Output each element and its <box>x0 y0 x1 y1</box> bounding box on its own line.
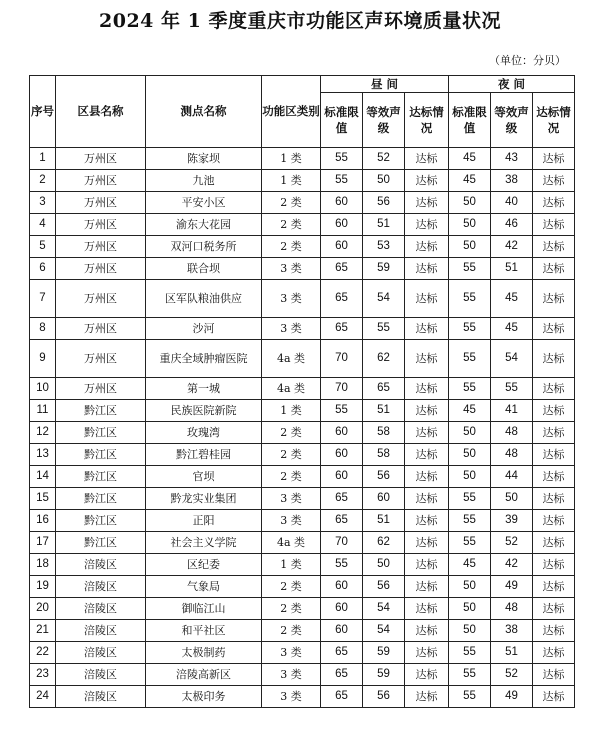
cell-night-std: 55 <box>449 258 491 280</box>
cell-seq: 20 <box>30 598 56 620</box>
cell-night-std: 50 <box>449 466 491 488</box>
cell-night-level: 48 <box>491 598 533 620</box>
cell-day-level: 58 <box>363 422 405 444</box>
cell-day-level: 51 <box>363 400 405 422</box>
table-row <box>30 340 575 378</box>
cell-day-level: 56 <box>363 686 405 708</box>
cell-site: 双河口税务所 <box>146 236 262 258</box>
cell-day-status: 达标 <box>405 598 449 620</box>
cell-night-std: 55 <box>449 340 491 378</box>
cell-day-std: 55 <box>321 400 363 422</box>
table-row <box>30 422 575 444</box>
cell-district: 黔江区 <box>56 510 146 532</box>
cell-seq: 22 <box>30 642 56 664</box>
cell-site: 第一城 <box>146 378 262 400</box>
cell-night-level: 40 <box>491 192 533 214</box>
header-zone-type: 功能区类别 <box>262 76 321 148</box>
cell-day-level: 52 <box>363 148 405 170</box>
cell-seq: 6 <box>30 258 56 280</box>
cell-night-std: 55 <box>449 378 491 400</box>
cell-site: 沙河 <box>146 318 262 340</box>
cell-day-status: 达标 <box>405 642 449 664</box>
cell-day-level: 51 <box>363 510 405 532</box>
cell-day-std: 60 <box>321 444 363 466</box>
cell-day-level: 50 <box>363 170 405 192</box>
cell-night-level: 55 <box>491 378 533 400</box>
cell-night-std: 55 <box>449 280 491 318</box>
cell-night-level: 50 <box>491 488 533 510</box>
cell-zone-type: 2 类 <box>262 466 321 488</box>
cell-day-level: 60 <box>363 488 405 510</box>
cell-night-status: 达标 <box>533 318 575 340</box>
cell-night-std: 45 <box>449 170 491 192</box>
cell-zone-type: 2 类 <box>262 192 321 214</box>
cell-night-level: 41 <box>491 400 533 422</box>
cell-night-std: 55 <box>449 488 491 510</box>
cell-zone-type: 3 类 <box>262 318 321 340</box>
cell-night-status: 达标 <box>533 554 575 576</box>
cell-day-std: 65 <box>321 510 363 532</box>
cell-seq: 19 <box>30 576 56 598</box>
table-row <box>30 510 575 532</box>
cell-night-std: 55 <box>449 686 491 708</box>
cell-seq: 12 <box>30 422 56 444</box>
cell-seq: 2 <box>30 170 56 192</box>
cell-night-status: 达标 <box>533 214 575 236</box>
cell-site: 玫瑰湾 <box>146 422 262 444</box>
cell-day-level: 59 <box>363 258 405 280</box>
cell-site: 民族医院新院 <box>146 400 262 422</box>
cell-day-std: 65 <box>321 642 363 664</box>
cell-night-status: 达标 <box>533 444 575 466</box>
cell-seq: 5 <box>30 236 56 258</box>
cell-zone-type: 1 类 <box>262 400 321 422</box>
cell-zone-type: 1 类 <box>262 554 321 576</box>
table-row <box>30 532 575 554</box>
unit-note: （单位：分贝） <box>489 54 566 67</box>
cell-site: 联合坝 <box>146 258 262 280</box>
cell-site: 区纪委 <box>146 554 262 576</box>
table-row <box>30 554 575 576</box>
cell-night-level: 54 <box>491 340 533 378</box>
cell-district: 万州区 <box>56 148 146 170</box>
cell-zone-type: 2 类 <box>262 214 321 236</box>
cell-seq: 16 <box>30 510 56 532</box>
table-row <box>30 642 575 664</box>
cell-zone-type: 2 类 <box>262 598 321 620</box>
cell-night-std: 45 <box>449 400 491 422</box>
cell-site: 平安小区 <box>146 192 262 214</box>
table-row <box>30 378 575 400</box>
cell-day-status: 达标 <box>405 444 449 466</box>
table-row <box>30 236 575 258</box>
cell-seq: 7 <box>30 280 56 318</box>
cell-district: 黔江区 <box>56 466 146 488</box>
cell-night-level: 45 <box>491 318 533 340</box>
cell-night-level: 38 <box>491 620 533 642</box>
cell-day-status: 达标 <box>405 400 449 422</box>
cell-zone-type: 4a 类 <box>262 378 321 400</box>
cell-day-level: 58 <box>363 444 405 466</box>
cell-day-status: 达标 <box>405 170 449 192</box>
cell-day-level: 56 <box>363 192 405 214</box>
cell-site: 黔龙实业集团 <box>146 488 262 510</box>
cell-night-std: 50 <box>449 620 491 642</box>
cell-day-status: 达标 <box>405 532 449 554</box>
cell-night-std: 55 <box>449 318 491 340</box>
cell-district: 万州区 <box>56 378 146 400</box>
cell-district: 涪陵区 <box>56 642 146 664</box>
header-night-status: 达标情况 <box>533 93 575 148</box>
cell-day-status: 达标 <box>405 340 449 378</box>
cell-day-std: 60 <box>321 214 363 236</box>
cell-site: 官坝 <box>146 466 262 488</box>
table-row <box>30 318 575 340</box>
cell-night-status: 达标 <box>533 400 575 422</box>
cell-night-level: 44 <box>491 466 533 488</box>
cell-district: 万州区 <box>56 236 146 258</box>
cell-night-std: 50 <box>449 192 491 214</box>
cell-night-status: 达标 <box>533 378 575 400</box>
cell-night-status: 达标 <box>533 576 575 598</box>
cell-seq: 24 <box>30 686 56 708</box>
cell-day-level: 59 <box>363 664 405 686</box>
cell-day-status: 达标 <box>405 422 449 444</box>
cell-day-level: 54 <box>363 598 405 620</box>
page-title: 2024 年 1 季度重庆市功能区声环境质量状况 <box>99 10 501 32</box>
cell-night-level: 49 <box>491 686 533 708</box>
cell-site: 社会主义学院 <box>146 532 262 554</box>
cell-zone-type: 2 类 <box>262 236 321 258</box>
cell-day-std: 65 <box>321 280 363 318</box>
cell-day-std: 65 <box>321 318 363 340</box>
cell-zone-type: 3 类 <box>262 488 321 510</box>
cell-seq: 13 <box>30 444 56 466</box>
cell-day-level: 59 <box>363 642 405 664</box>
cell-night-level: 48 <box>491 422 533 444</box>
cell-day-level: 50 <box>363 554 405 576</box>
cell-seq: 4 <box>30 214 56 236</box>
noise-table <box>29 75 575 708</box>
cell-night-status: 达标 <box>533 488 575 510</box>
cell-district: 涪陵区 <box>56 664 146 686</box>
cell-night-status: 达标 <box>533 258 575 280</box>
cell-district: 涪陵区 <box>56 598 146 620</box>
cell-zone-type: 2 类 <box>262 422 321 444</box>
cell-night-std: 50 <box>449 444 491 466</box>
cell-day-status: 达标 <box>405 192 449 214</box>
cell-day-level: 54 <box>363 620 405 642</box>
cell-night-level: 42 <box>491 236 533 258</box>
cell-night-std: 50 <box>449 576 491 598</box>
cell-night-status: 达标 <box>533 280 575 318</box>
cell-site: 九池 <box>146 170 262 192</box>
cell-site: 和平社区 <box>146 620 262 642</box>
cell-seq: 10 <box>30 378 56 400</box>
cell-night-status: 达标 <box>533 620 575 642</box>
table-row <box>30 686 575 708</box>
cell-seq: 15 <box>30 488 56 510</box>
table-row <box>30 214 575 236</box>
cell-night-level: 39 <box>491 510 533 532</box>
cell-seq: 3 <box>30 192 56 214</box>
table-row <box>30 192 575 214</box>
cell-night-level: 49 <box>491 576 533 598</box>
header-day: 昼 间 <box>321 76 449 93</box>
header-day-status: 达标情况 <box>405 93 449 148</box>
cell-site: 太极制药 <box>146 642 262 664</box>
cell-day-status: 达标 <box>405 554 449 576</box>
cell-zone-type: 1 类 <box>262 148 321 170</box>
header-night-level: 等效声级 <box>491 93 533 148</box>
cell-night-status: 达标 <box>533 598 575 620</box>
table-row <box>30 400 575 422</box>
cell-day-status: 达标 <box>405 148 449 170</box>
cell-site: 陈家坝 <box>146 148 262 170</box>
table-row <box>30 258 575 280</box>
cell-night-status: 达标 <box>533 466 575 488</box>
cell-night-level: 52 <box>491 532 533 554</box>
cell-day-status: 达标 <box>405 236 449 258</box>
cell-day-std: 60 <box>321 422 363 444</box>
cell-day-status: 达标 <box>405 488 449 510</box>
cell-night-status: 达标 <box>533 192 575 214</box>
cell-district: 涪陵区 <box>56 576 146 598</box>
cell-district: 涪陵区 <box>56 620 146 642</box>
cell-zone-type: 3 类 <box>262 686 321 708</box>
table-row <box>30 170 575 192</box>
cell-seq: 21 <box>30 620 56 642</box>
cell-district: 涪陵区 <box>56 686 146 708</box>
cell-night-std: 50 <box>449 236 491 258</box>
cell-zone-type: 2 类 <box>262 620 321 642</box>
cell-night-status: 达标 <box>533 532 575 554</box>
cell-night-std: 55 <box>449 642 491 664</box>
cell-day-level: 55 <box>363 318 405 340</box>
cell-day-level: 62 <box>363 532 405 554</box>
cell-day-status: 达标 <box>405 214 449 236</box>
cell-night-level: 48 <box>491 444 533 466</box>
cell-site: 太极印务 <box>146 686 262 708</box>
cell-site: 御临江山 <box>146 598 262 620</box>
cell-district: 万州区 <box>56 214 146 236</box>
cell-night-status: 达标 <box>533 422 575 444</box>
cell-zone-type: 3 类 <box>262 664 321 686</box>
cell-zone-type: 1 类 <box>262 170 321 192</box>
cell-day-status: 达标 <box>405 620 449 642</box>
cell-site: 黔江碧桂园 <box>146 444 262 466</box>
cell-zone-type: 3 类 <box>262 280 321 318</box>
cell-day-status: 达标 <box>405 378 449 400</box>
cell-day-status: 达标 <box>405 318 449 340</box>
cell-day-level: 56 <box>363 466 405 488</box>
cell-day-std: 60 <box>321 620 363 642</box>
cell-night-status: 达标 <box>533 510 575 532</box>
cell-day-std: 55 <box>321 554 363 576</box>
cell-day-status: 达标 <box>405 280 449 318</box>
cell-zone-type: 3 类 <box>262 258 321 280</box>
cell-night-level: 42 <box>491 554 533 576</box>
cell-night-std: 50 <box>449 214 491 236</box>
cell-night-std: 55 <box>449 510 491 532</box>
cell-day-std: 55 <box>321 170 363 192</box>
cell-zone-type: 3 类 <box>262 510 321 532</box>
header-night-std: 标准限值 <box>449 93 491 148</box>
table-row <box>30 488 575 510</box>
cell-night-status: 达标 <box>533 340 575 378</box>
cell-zone-type: 2 类 <box>262 444 321 466</box>
cell-day-status: 达标 <box>405 686 449 708</box>
cell-day-std: 55 <box>321 148 363 170</box>
cell-night-level: 52 <box>491 664 533 686</box>
cell-district: 黔江区 <box>56 444 146 466</box>
cell-day-std: 65 <box>321 488 363 510</box>
table-row <box>30 466 575 488</box>
cell-site: 渝东大花园 <box>146 214 262 236</box>
cell-district: 万州区 <box>56 258 146 280</box>
cell-seq: 23 <box>30 664 56 686</box>
table-row <box>30 598 575 620</box>
cell-district: 万州区 <box>56 192 146 214</box>
cell-site: 区军队粮油供应 <box>146 280 262 318</box>
cell-day-std: 60 <box>321 598 363 620</box>
table-row <box>30 444 575 466</box>
cell-day-status: 达标 <box>405 664 449 686</box>
cell-district: 黔江区 <box>56 422 146 444</box>
header-day-std: 标准限值 <box>321 93 363 148</box>
cell-night-status: 达标 <box>533 170 575 192</box>
table-row <box>30 620 575 642</box>
cell-day-status: 达标 <box>405 466 449 488</box>
cell-seq: 1 <box>30 148 56 170</box>
header-day-level: 等效声级 <box>363 93 405 148</box>
cell-zone-type: 2 类 <box>262 576 321 598</box>
cell-night-std: 50 <box>449 422 491 444</box>
cell-day-std: 65 <box>321 664 363 686</box>
cell-seq: 18 <box>30 554 56 576</box>
cell-site: 涪陵高新区 <box>146 664 262 686</box>
cell-district: 万州区 <box>56 318 146 340</box>
cell-day-std: 60 <box>321 236 363 258</box>
cell-night-level: 43 <box>491 148 533 170</box>
cell-night-level: 51 <box>491 642 533 664</box>
cell-night-std: 50 <box>449 598 491 620</box>
cell-seq: 9 <box>30 340 56 378</box>
table-row <box>30 148 575 170</box>
cell-seq: 17 <box>30 532 56 554</box>
cell-day-std: 70 <box>321 378 363 400</box>
table-row <box>30 576 575 598</box>
cell-night-status: 达标 <box>533 686 575 708</box>
cell-day-std: 65 <box>321 258 363 280</box>
cell-district: 黔江区 <box>56 532 146 554</box>
header-district: 区县名称 <box>56 76 146 148</box>
cell-zone-type: 4a 类 <box>262 340 321 378</box>
cell-night-std: 55 <box>449 532 491 554</box>
cell-day-level: 62 <box>363 340 405 378</box>
cell-day-level: 54 <box>363 280 405 318</box>
cell-day-status: 达标 <box>405 258 449 280</box>
cell-site: 重庆全域肿瘤医院 <box>146 340 262 378</box>
header-seq: 序号 <box>30 76 56 148</box>
cell-night-status: 达标 <box>533 148 575 170</box>
cell-seq: 14 <box>30 466 56 488</box>
cell-night-status: 达标 <box>533 236 575 258</box>
table-row <box>30 664 575 686</box>
cell-seq: 11 <box>30 400 56 422</box>
cell-district: 万州区 <box>56 170 146 192</box>
cell-day-std: 65 <box>321 686 363 708</box>
cell-day-std: 70 <box>321 532 363 554</box>
cell-night-level: 46 <box>491 214 533 236</box>
header-night: 夜 间 <box>449 76 575 93</box>
cell-district: 万州区 <box>56 340 146 378</box>
cell-day-level: 65 <box>363 378 405 400</box>
cell-day-std: 60 <box>321 466 363 488</box>
cell-day-level: 53 <box>363 236 405 258</box>
cell-day-status: 达标 <box>405 510 449 532</box>
cell-day-std: 70 <box>321 340 363 378</box>
cell-zone-type: 3 类 <box>262 642 321 664</box>
cell-night-status: 达标 <box>533 664 575 686</box>
cell-district: 涪陵区 <box>56 554 146 576</box>
cell-night-std: 45 <box>449 148 491 170</box>
cell-seq: 8 <box>30 318 56 340</box>
cell-day-level: 51 <box>363 214 405 236</box>
cell-site: 气象局 <box>146 576 262 598</box>
cell-site: 正阳 <box>146 510 262 532</box>
cell-night-status: 达标 <box>533 642 575 664</box>
table-row <box>30 280 575 318</box>
cell-district: 万州区 <box>56 280 146 318</box>
cell-day-std: 60 <box>321 192 363 214</box>
cell-zone-type: 4a 类 <box>262 532 321 554</box>
cell-night-level: 38 <box>491 170 533 192</box>
cell-night-std: 55 <box>449 664 491 686</box>
cell-night-std: 45 <box>449 554 491 576</box>
cell-night-level: 45 <box>491 280 533 318</box>
cell-district: 黔江区 <box>56 488 146 510</box>
cell-night-level: 51 <box>491 258 533 280</box>
cell-day-status: 达标 <box>405 576 449 598</box>
header-site: 测点名称 <box>146 76 262 148</box>
cell-day-std: 60 <box>321 576 363 598</box>
cell-day-level: 56 <box>363 576 405 598</box>
cell-district: 黔江区 <box>56 400 146 422</box>
